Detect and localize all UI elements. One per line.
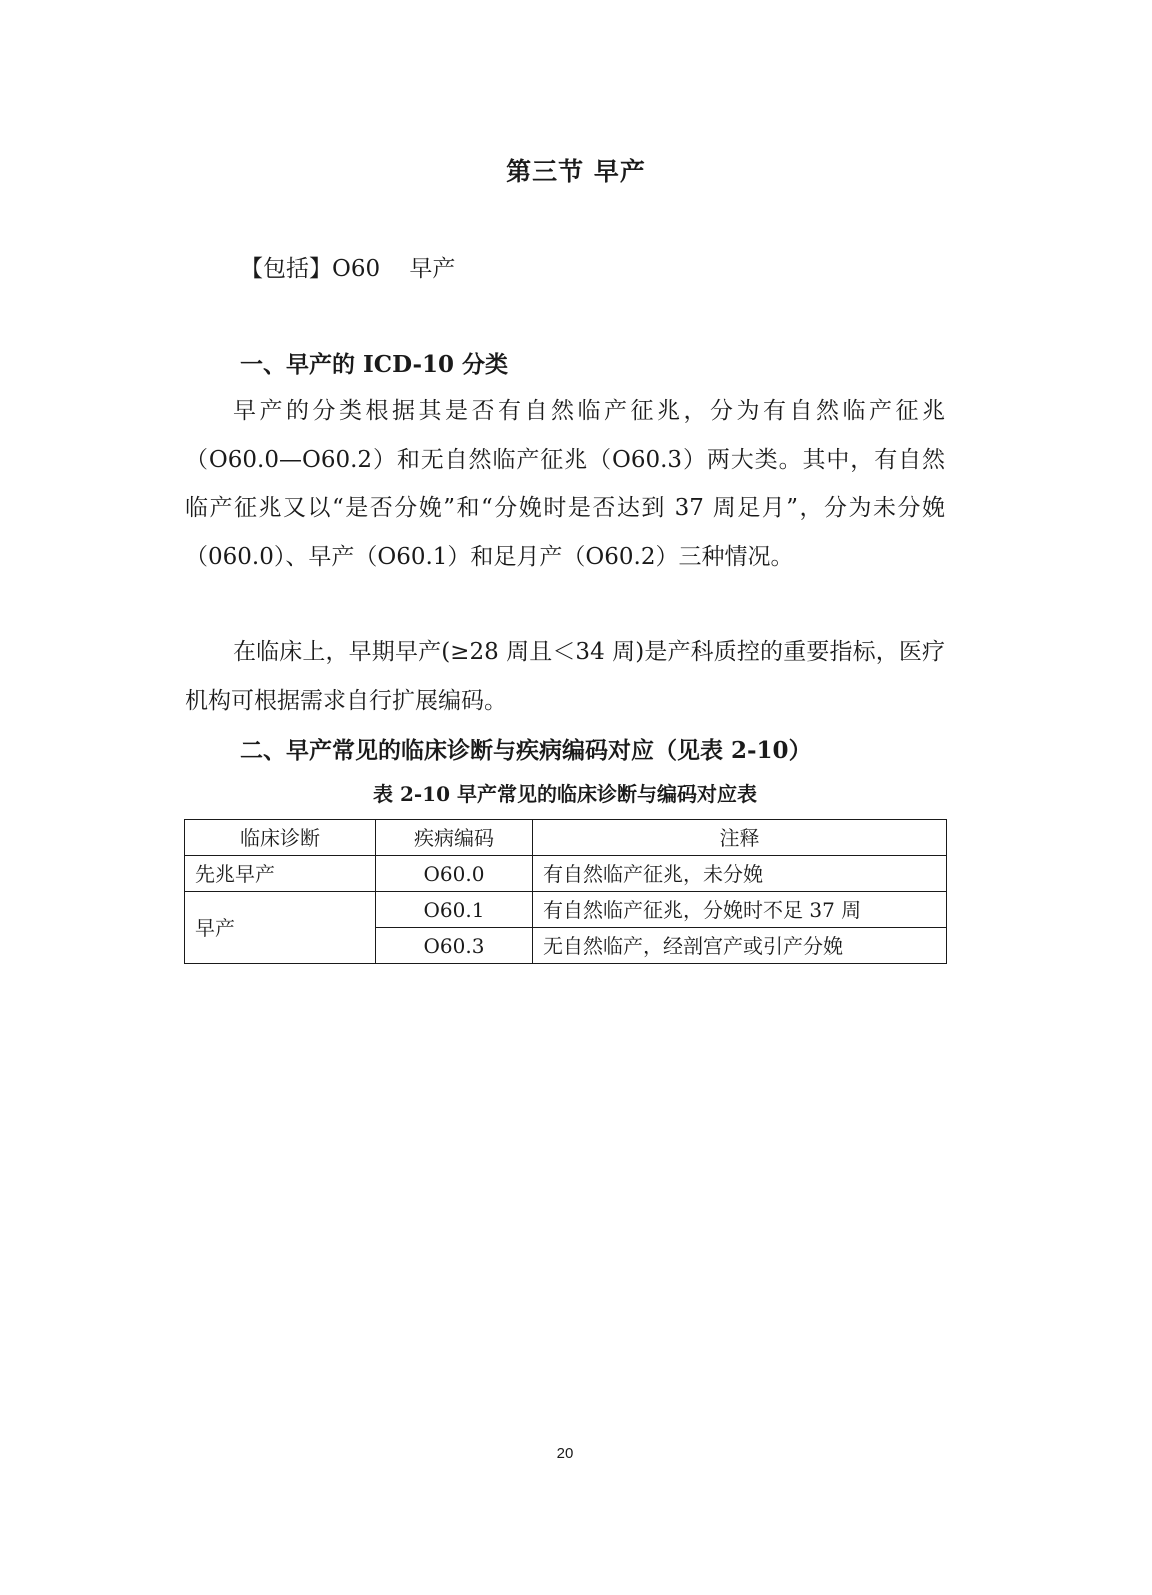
heading-diagnosis-code-mapping: 二、早产常见的临床诊断与疾病编码对应（见表 2-10） (240, 737, 812, 764)
header-code: 疾病编码 (376, 820, 533, 856)
paragraph-classification: 早产的分类根据其是否有自然临产征兆，分为有自然临产征兆（O60.0—O60.2）和无自然临产征兆（O60.3）两大类。其中，有自然临产征兆又以“是否分娩”和“分娩时是否达到 37 周足月”，分为未分娩（060.0）、早产（O60.1）和足月产（O60.2）三种情况。 (185, 398, 945, 570)
page-number: 20 (556, 1445, 574, 1462)
cell-code: O60.1 (376, 892, 533, 928)
heading-icd10-classification: 一、早产的 ICD-10 分类 (240, 351, 509, 378)
cell-code: O60.3 (376, 928, 533, 964)
table-row (185, 892, 947, 928)
header-diagnosis: 临床诊断 (185, 820, 376, 856)
cell-code: O60.0 (376, 856, 533, 892)
paragraph-clinical-note: 在临床上，早期早产(≥28 周且＜34 周)是产科质控的重要指标，医疗机构可根据需求自行扩展编码。 (185, 639, 945, 714)
cell-note: 有自然临产征兆，分娩时不足 37 周 (533, 892, 947, 928)
cell-diagnosis: 先兆早产 (185, 856, 376, 892)
cell-note: 有自然临产征兆，未分娩 (533, 856, 947, 892)
includes-line: 【包括】O60 早产 (240, 256, 456, 282)
table-row (185, 856, 947, 892)
diagnosis-code-table (184, 819, 947, 964)
table-header-row (185, 820, 947, 856)
table-caption: 表 2-10 早产常见的临床诊断与编码对应表 (373, 782, 757, 806)
cell-note: 无自然临产，经剖宫产或引产分娩 (533, 928, 947, 964)
cell-diagnosis: 早产 (185, 892, 376, 964)
header-note: 注释 (533, 820, 947, 856)
section-title: 第三节 早产 (506, 157, 646, 186)
